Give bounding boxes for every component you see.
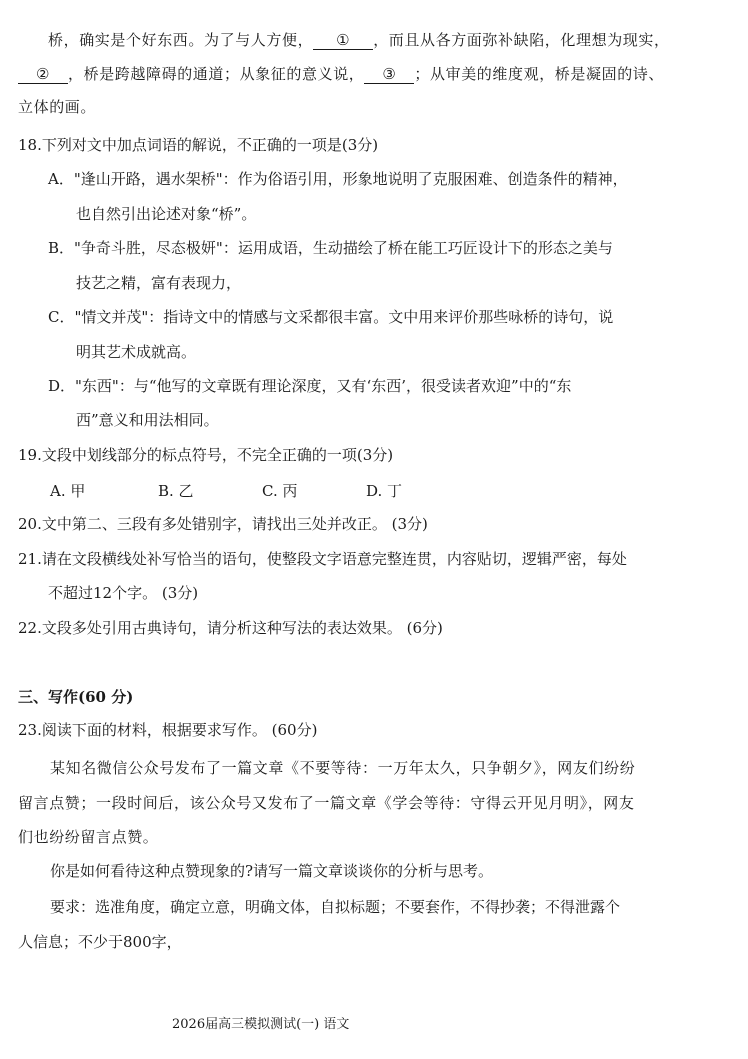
q23-requirements: 要求：选准角度，确定立意，明确文体，自拟标题；不要套作，不得抄袭；不得泄露个 [50, 898, 621, 916]
section-heading: 三、写作(60 分) [18, 688, 134, 706]
q18-option-c: C．"情文并茂"：指诗文中的情感与文采都很丰富。文中用来评价那些咏桥的诗句，说 [48, 308, 614, 326]
q18-option-d: D．"东西"：与“他写的文章既有理论深度，又有‘东西’，很受读者欢迎”中的“东 [48, 377, 572, 395]
passage-text: ；从审美的维度观，桥是凝固的诗、 [414, 65, 665, 83]
q19-option-a: A. 甲 [50, 482, 86, 500]
q18-option-b: B．"争奇斗胜，尽态极妍"：运用成语，生动描绘了桥在能工巧匠设计下的形态之美与 [48, 239, 613, 257]
q23-material-2: 留言点赞；一段时间后，该公众号又发布了一篇文章《学会等待：守得云开见月明》，网友 [18, 794, 635, 812]
q18-option-d-cont: 西”意义和用法相同。 [76, 411, 219, 429]
q21-stem: 21.请在文段横线处补写恰当的语句，使整段文字语意完整连贯，内容贴切，逻辑严密，每处 [18, 550, 627, 568]
q23-stem: 23.阅读下面的材料，根据要求写作。 (60分) [18, 721, 318, 739]
q23-requirements-cont: 人信息；不少于800字， [18, 933, 182, 951]
page-footer: 2026届高三模拟测试(一) 语文 [172, 1017, 350, 1032]
passage-text: ，而且从各方面弥补缺陷，化理想为现实， [373, 31, 670, 49]
fill-blank-1: ① [313, 31, 373, 50]
q19-option-d: D. 丁 [366, 482, 403, 500]
q19-stem: 19.文段中划线部分的标点符号，不完全正确的一项(3分) [18, 446, 394, 464]
q18-option-a-cont: 也自然引出论述对象“桥”。 [76, 205, 257, 223]
passage-line-3: 立体的画。 [18, 98, 97, 116]
q19-option-c: C. 丙 [262, 482, 298, 500]
q18-option-b-cont: 技艺之精，富有表现力， [76, 274, 242, 292]
q18-option-a: A．"逢山开路，遇水架桥"：作为俗语引用，形象地说明了克服困难、创造条件的精神， [48, 170, 628, 188]
q20-stem: 20.文中第二、三段有多处错别字，请找出三处并改正。 (3分) [18, 515, 428, 533]
passage-text: ，桥是跨越障碍的通道；从象征的意义说， [68, 65, 365, 83]
passage-text: 桥，确实是个好东西。为了与人方便， [48, 31, 314, 49]
fill-blank-2: ② [18, 65, 68, 84]
q23-material-3: 们也纷纷留言点赞。 [18, 828, 159, 846]
q19-option-b: B. 乙 [158, 482, 194, 500]
q18-stem: 18.下列对文中加点词语的解说，不正确的一项是(3分) [18, 136, 379, 154]
q21-stem-cont: 不超过12个字。 (3分) [48, 584, 199, 602]
passage-line-1 [48, 30, 670, 50]
q23-prompt: 你是如何看待这种点赞现象的?请写一篇文章谈谈你的分析与思考。 [50, 862, 494, 880]
passage-line-2 [18, 64, 664, 84]
q22-stem: 22.文段多处引用古典诗句，请分析这种写法的表达效果。 (6分) [18, 619, 443, 637]
q18-option-c-cont: 明其艺术成就高。 [76, 343, 197, 361]
fill-blank-3: ③ [364, 65, 414, 84]
q23-material-1: 某知名微信公众号发布了一篇文章《不要等待：一万年太久，只争朝夕》，网友们纷纷 [50, 759, 636, 777]
